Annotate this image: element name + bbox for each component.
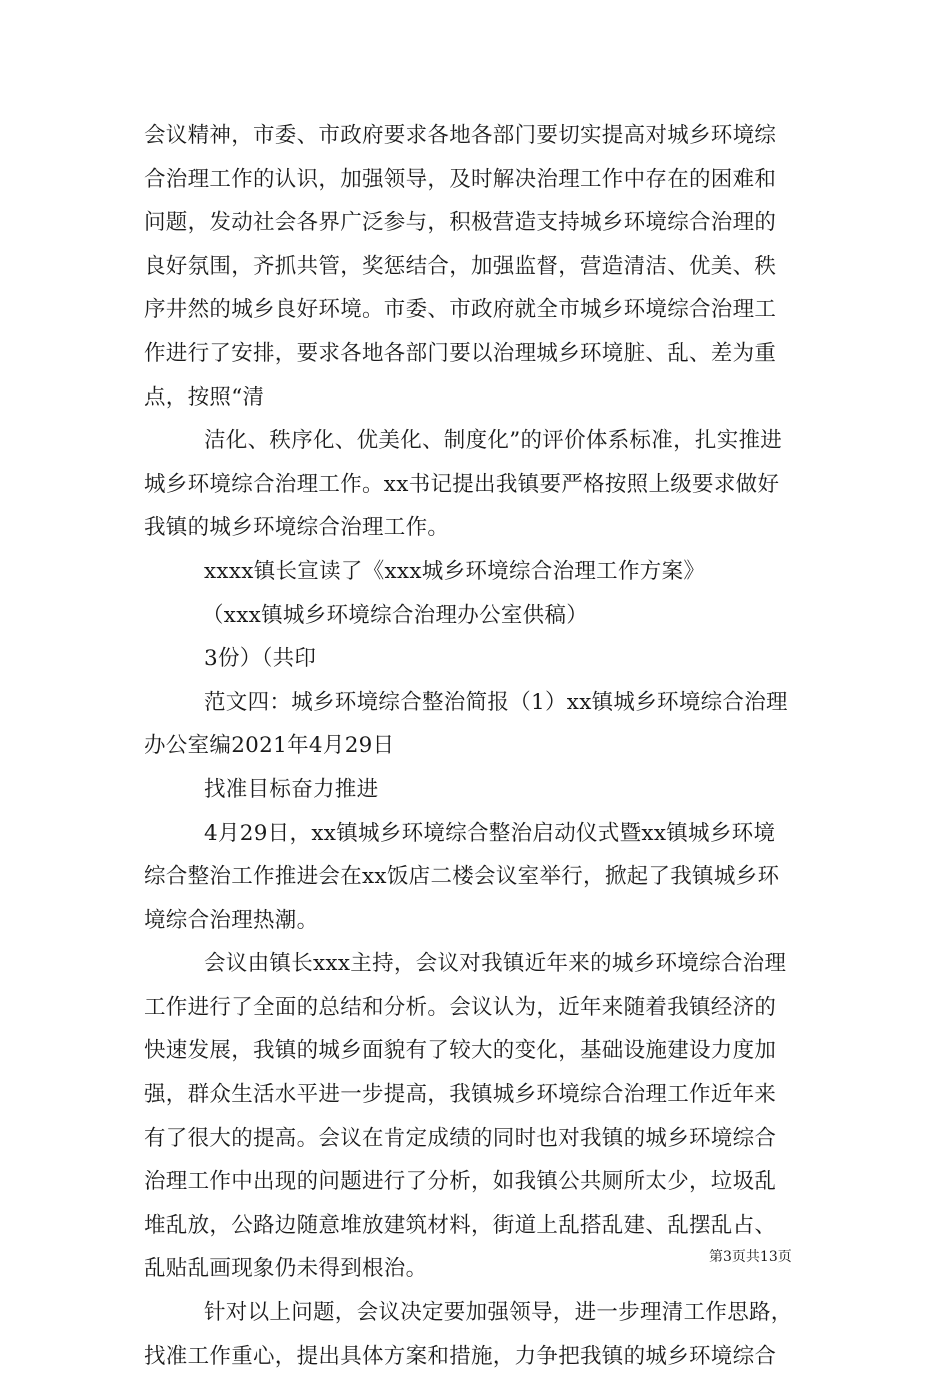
text-line: （xxx镇城乡环境综合治理办公室供稿） xyxy=(202,602,589,628)
paragraph-evaluation-standard xyxy=(144,419,812,550)
paragraph-source xyxy=(144,594,812,638)
text-line: xxxx镇长宣读了《xxx城乡环境综合治理工作方案》 xyxy=(204,558,706,584)
page-number-footer: 第3页共13页 xyxy=(709,1249,792,1265)
document-body xyxy=(144,114,812,1378)
paragraph-print-count xyxy=(144,637,812,681)
text-line: 快速发展，我镇的城乡面貌有了较大的变化，基础设施建设力度加 xyxy=(144,1038,777,1064)
text-line: 强，群众生活水平进一步提高，我镇城乡环境综合治理工作近年来 xyxy=(144,1082,777,1108)
text-line: 找准目标奋力推进 xyxy=(204,776,379,802)
text-line: 会议由镇长xxx主持，会议对我镇近年来的城乡环境综合治理 xyxy=(204,951,787,977)
text-line: 有了很大的提高。会议在肯定成绩的同时也对我镇的城乡环境综合 xyxy=(144,1125,777,1151)
text-line: 城乡环境综合治理工作。xx书记提出我镇要严格按照上级要求做好 xyxy=(144,471,780,497)
text-line: 乱贴乱画现象仍未得到根治。 xyxy=(144,1256,428,1282)
paragraph-bulletin-header xyxy=(144,681,812,768)
text-line: 合治理工作的认识，加强领导，及时解决治理工作中存在的困难和 xyxy=(144,166,777,192)
paragraph-measures xyxy=(144,1291,812,1378)
text-line: 综合整治工作推进会在xx饭店二楼会议室举行，掀起了我镇城乡环 xyxy=(144,864,780,890)
paragraph-meeting-spirit xyxy=(144,114,812,419)
text-line: 3份）（共印 xyxy=(204,646,317,672)
text-line: 范文四：城乡环境综合整治简报（1）xx镇城乡环境综合治理 xyxy=(204,689,788,715)
paragraph-launch-ceremony xyxy=(144,812,812,943)
text-line: 治理工作中出现的问题进行了分析，如我镇公共厕所太少，垃圾乱 xyxy=(144,1169,777,1195)
text-line: 良好氛围，齐抓共管，奖惩结合，加强监督，营造清洁、优美、秩 xyxy=(144,253,777,279)
text-line: 堆乱放，公路边随意堆放建筑材料，街道上乱搭乱建、乱摆乱占、 xyxy=(144,1212,777,1238)
text-line: 境综合治理热潮。 xyxy=(144,907,319,933)
paragraph-plan-reading xyxy=(144,550,812,594)
text-line: 序井然的城乡良好环境。市委、市政府就全市城乡环境综合治理工 xyxy=(144,297,777,323)
text-line: 针对以上问题，会议决定要加强领导，进一步理清工作思路， xyxy=(204,1300,793,1326)
text-line: 4月29日，xx镇城乡环境综合整治启动仪式暨xx镇城乡环境 xyxy=(204,820,776,846)
text-line: 办公室编2021年4月29日 xyxy=(144,733,395,759)
text-line: 会议精神，市委、市政府要求各地各部门要切实提高对城乡环境综 xyxy=(144,123,777,148)
text-line: 找准工作重心，提出具体方案和措施，力争把我镇的城乡环境综合 xyxy=(144,1343,777,1369)
text-line: 我镇的城乡环境综合治理工作。 xyxy=(144,515,450,541)
text-line: 洁化、秩序化、优美化、制度化”的评价体系标准，扎实推进 xyxy=(204,428,783,454)
text-line: 工作进行了全面的总结和分析。会议认为，近年来随着我镇经济的 xyxy=(144,994,777,1020)
text-line: 作进行了安排，要求各地各部门要以治理城乡环境脏、乱、差为重 xyxy=(144,340,777,366)
paragraph-bulletin-title xyxy=(144,768,812,812)
text-line: 问题，发动社会各界广泛参与，积极营造支持城乡环境综合治理的 xyxy=(144,210,777,236)
paragraph-meeting-summary xyxy=(144,942,812,1291)
text-line: 点，按照“清 xyxy=(144,384,265,410)
